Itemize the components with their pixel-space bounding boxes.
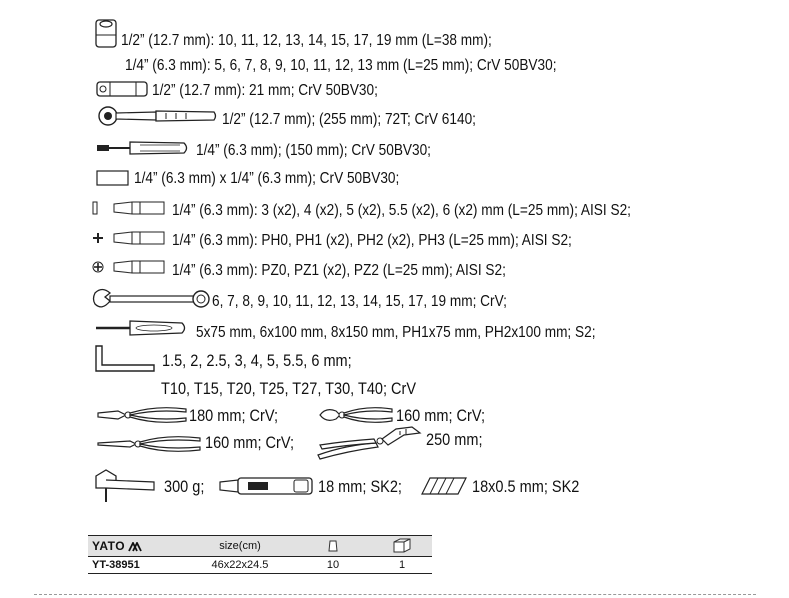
socket-icon <box>94 19 118 49</box>
package-quantity: 1 <box>372 557 432 574</box>
quantity-header <box>372 536 432 557</box>
yato-logo-icon <box>128 542 142 552</box>
flat-bit-icon <box>92 199 168 217</box>
weight-icon <box>328 538 338 552</box>
item-flat-bits: 1/4” (6.3 mm): 3 (x2), 4 (x2), 5 (x2), 5.5 (x2), 6 (x2) mm (L=25 mm); AISI S2; <box>172 202 631 219</box>
item-adapter: 1/4” (6.3 mm) x 1/4” (6.3 mm); CrV 50BV30; <box>134 170 400 187</box>
combination-wrench-icon <box>92 287 212 311</box>
item-hex-keys: 1.5, 2, 2.5, 3, 4, 5, 5.5, 6 mm; <box>162 352 352 370</box>
phillips-bit-icon <box>92 229 168 247</box>
pozidriv-bit-icon <box>92 258 168 276</box>
item-combination-wrenches: 6, 7, 8, 9, 10, 11, 12, 13, 14, 15, 17, 19 mm; CrV; <box>212 293 507 310</box>
combination-pliers-icon <box>96 403 188 427</box>
item-screwdrivers: 5x75 mm, 6x100 mm, 8x150 mm, PH1x75 mm, PH2x100 mm; S2; <box>196 324 596 341</box>
hex-key-icon <box>94 344 156 374</box>
item-phillips-bits: 1/4” (6.3 mm): PH0, PH1 (x2), PH2 (x2), PH3 (L=25 mm); AISI S2; <box>172 232 572 249</box>
package-weight: 10 <box>294 557 372 574</box>
item-pozidriv-bits: 1/4” (6.3 mm): PZ0, PZ1 (x2), PZ2 (L=25 mm); AISI S2; <box>172 262 506 279</box>
spark-plug-socket-icon <box>96 79 150 99</box>
spec-table-header <box>88 536 432 557</box>
item-screwdriver-handle: 1/4” (6.3 mm); (150 mm); CrV 50BV30; <box>196 142 431 159</box>
utility-knife-icon <box>218 474 316 498</box>
adapter-icon <box>96 169 130 187</box>
item-ratchet: 1/2” (12.7 mm); (255 mm); 72T; CrV 6140; <box>222 111 476 128</box>
water-pump-pliers-icon <box>316 425 422 461</box>
item-diagonal-pliers: 160 mm; CrV; <box>396 407 486 425</box>
product-code: YT-38951 <box>88 557 186 574</box>
screwdriver-handle-icon <box>96 138 190 158</box>
diagonal-pliers-icon <box>318 403 394 427</box>
divider <box>34 594 756 595</box>
item-long-nose-pliers: 160 mm; CrV; <box>205 434 295 452</box>
item-socket-half: 1/2” (12.7 mm): 10, 11, 12, 13, 14, 15, 17, 19 mm (L=38 mm); <box>121 32 492 49</box>
ratchet-icon <box>96 104 218 128</box>
box-icon <box>392 537 412 553</box>
item-spark-plug-socket: 1/2” (12.7 mm): 21 mm; CrV 50BV30; <box>152 82 378 99</box>
weight-header <box>294 536 372 557</box>
brand-logo: YATO <box>88 536 186 557</box>
item-hammer: 300 g; <box>164 478 205 496</box>
hammer-icon <box>94 468 158 504</box>
item-torx-keys: T10, T15, T20, T25, T27, T30, T40; CrV <box>161 380 417 398</box>
item-combination-pliers: 180 mm; CrV; <box>189 407 279 425</box>
package-size: 46x22x24.5 <box>186 557 294 574</box>
screwdriver-icon <box>94 318 188 338</box>
item-socket-quarter: 1/4” (6.3 mm): 5, 6, 7, 8, 9, 10, 11, 12, 13 mm (L=25 mm); CrV 50BV30; <box>125 57 557 74</box>
blades-icon <box>420 476 468 496</box>
item-blades: 18x0.5 mm; SK2 <box>472 478 580 496</box>
spec-table <box>88 535 432 574</box>
size-header: size(cm) <box>219 540 261 552</box>
item-water-pump-pliers: 250 mm; <box>426 431 483 449</box>
spec-table-row <box>88 557 432 574</box>
item-utility-knife: 18 mm; SK2; <box>318 478 402 496</box>
long-nose-pliers-icon <box>96 432 202 456</box>
